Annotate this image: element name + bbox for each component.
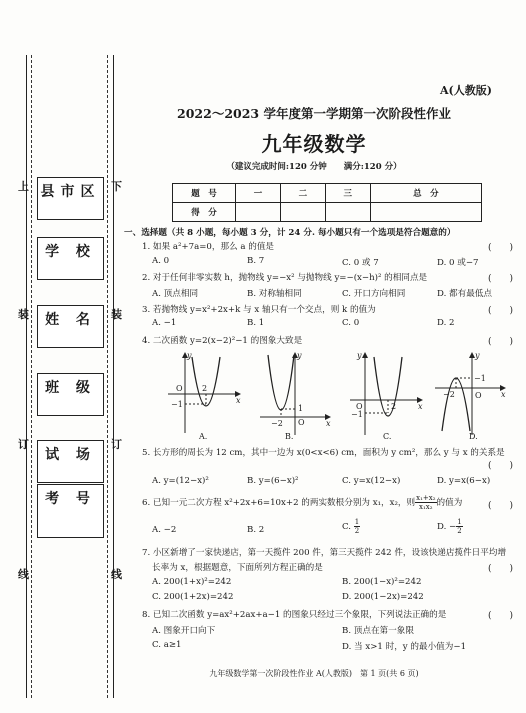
fraction-numerator: 1 [457, 518, 462, 526]
option: A. 200(1+x)²=242 [152, 577, 232, 587]
fraction-denominator: 2 [354, 527, 360, 535]
answer-paren[interactable]: ( ) [488, 337, 514, 347]
graph-label: 2 [202, 384, 208, 393]
field-label: 学 校 [45, 244, 96, 260]
exam-number-field[interactable] [37, 484, 104, 538]
option-label: C. [342, 522, 352, 532]
graph-label: y [475, 351, 480, 360]
binding-dashed-left [31, 55, 32, 698]
option: C. y=x(12−x) [342, 476, 401, 486]
answer-paren[interactable]: ( ) [488, 274, 514, 284]
exam-info: （建议完成时间:120 分钟 满分:120 分） [226, 162, 402, 172]
graph-label: −1 [351, 410, 363, 419]
graph-label: O [356, 402, 363, 411]
binding-border-right [113, 55, 114, 698]
graph-caption: A. [199, 432, 208, 441]
strip-char: 装 [18, 308, 29, 321]
answer-paren[interactable]: ( ) [488, 564, 514, 574]
main-title: 九年级数学 [261, 132, 367, 156]
score-cell[interactable] [325, 203, 370, 222]
question-stem: 1. 如果 a²+7a=0，那么 a 的值是 [142, 242, 275, 252]
field-label: 考 号 [45, 491, 96, 507]
strip-char: 订 [111, 438, 122, 451]
strip-char: 线 [111, 568, 122, 581]
option-label: D. − [437, 522, 457, 532]
score-cell[interactable] [280, 203, 325, 222]
stem-part: 的值为 [436, 498, 463, 508]
score-header-cell: 题 号 [173, 184, 236, 203]
option: B. 对称轴相同 [247, 289, 302, 299]
fraction-denominator: 2 [457, 527, 462, 535]
score-cell[interactable] [370, 203, 481, 222]
school-field[interactable] [37, 237, 104, 280]
option [437, 518, 463, 535]
strip-char: 订 [18, 438, 29, 451]
fraction [354, 518, 360, 535]
option: C. 0 或 7 [342, 258, 379, 268]
strip-char: 线 [18, 568, 29, 581]
graph-label: x [418, 402, 423, 411]
option: C. 0 [342, 318, 360, 328]
stem-part: 6. 已知一元二次方程 x²+2x+6=10x+2 的两实数根分别为 x₁，x₂，则 [142, 498, 416, 508]
graph-label: 2 [391, 402, 397, 411]
question-stem [142, 494, 462, 511]
q4-graphs [140, 345, 510, 445]
score-header-cell: 一 [236, 184, 281, 203]
graph-label: O [475, 391, 482, 400]
option: B. y=(6−x)² [247, 476, 299, 486]
graph-label: −2 [271, 419, 283, 428]
option: A. −1 [152, 318, 177, 328]
option: B. 7 [247, 256, 265, 266]
score-header-cell: 总 分 [370, 184, 481, 203]
option: C. 200(1+2x)=242 [152, 592, 234, 602]
edition-mark: A(人教版) [440, 84, 492, 97]
option: D. 0 或−7 [437, 258, 479, 268]
graph-caption: B. [285, 432, 294, 441]
question-stem: 4. 二次函数 y=2(x−2)²−1 的图象大致是 [142, 336, 303, 346]
graph-label: y [357, 351, 362, 360]
score-header-cell: 二 [280, 184, 325, 203]
graph-label: −1 [474, 374, 486, 383]
option: A. −2 [152, 525, 177, 535]
option: C. a≥1 [152, 640, 182, 650]
question-stem: 3. 若抛物线 y=x²+2x+k 与 x 轴只有一个交点，则 k 的值为 [142, 305, 376, 315]
option: A. 图象开口向下 [152, 626, 216, 636]
binding-border-left [26, 55, 27, 698]
graph-label: O [176, 384, 183, 393]
option: B. 顶点在第一象限 [342, 626, 414, 636]
option: B. 2 [247, 525, 265, 535]
graph-label: −2 [443, 390, 455, 399]
graph-label: y [187, 351, 192, 360]
graph-label: O [298, 418, 305, 427]
question-stem: 2. 对于任何非零实数 h，抛物线 y=−x² 与抛物线 y=−(x−h)² 的相同点是 [142, 273, 428, 283]
graph-label: −1 [171, 400, 183, 409]
graph-label: x [326, 419, 331, 428]
header-title: 2022～2023 学年度第一学期第一次阶段性作业 [177, 106, 451, 121]
score-header-row [173, 184, 482, 203]
score-header-cell: 三 [325, 184, 370, 203]
question-stem: 8. 已知二次函数 y=ax²+2ax+a−1 的图象只经过三个象限，下列说法正确的是 [142, 610, 447, 620]
field-label: 试 场 [45, 447, 96, 463]
answer-paren[interactable]: ( ) [488, 501, 514, 511]
fraction-numerator: x₁+x₂ [416, 494, 436, 502]
class-field[interactable] [37, 373, 104, 416]
graph-label: y [297, 351, 302, 360]
option: D. y=x(6−x) [437, 476, 491, 486]
strip-char: 装 [111, 308, 122, 321]
fraction-denominator: x₁x₂ [419, 503, 433, 511]
exam-room-field[interactable] [37, 440, 104, 483]
answer-paren[interactable]: ( ) [488, 461, 514, 471]
option: A. y=(12−x)² [152, 476, 209, 486]
field-label: 县市区 [40, 184, 101, 200]
name-field[interactable] [37, 305, 104, 348]
answer-paren[interactable]: ( ) [488, 306, 514, 316]
graph-label: x [501, 390, 506, 399]
graph-caption: D. [469, 432, 478, 441]
graph-label: x [236, 396, 241, 405]
strip-char: 下 [111, 180, 122, 193]
answer-paren[interactable]: ( ) [488, 611, 514, 621]
fraction-numerator: 1 [354, 518, 360, 526]
question-stem: 5. 长方形的周长为 12 cm，其中一边为 x(0<x<6) cm，面积为 y cm²，那么 y 与 x 的关系是 [142, 448, 505, 458]
fraction [456, 518, 462, 535]
option [342, 518, 360, 535]
option: C. 开口方向相同 [342, 289, 406, 299]
score-cell[interactable] [236, 203, 281, 222]
option: D. 当 x>1 时，y 的最小值为−1 [342, 642, 467, 652]
strip-char: 上 [18, 180, 29, 193]
answer-paren[interactable]: ( ) [488, 243, 514, 253]
score-row-label: 得 分 [173, 203, 236, 222]
option: A. 顶点相同 [152, 289, 199, 299]
option: A. 0 [152, 256, 170, 266]
option: D. 都有最低点 [437, 289, 493, 299]
option: D. 2 [437, 318, 455, 328]
graph-caption: C. [383, 432, 392, 441]
field-label: 姓 名 [45, 312, 96, 328]
option: B. 1 [247, 318, 265, 328]
question-stem-cont: 长率为 x，根据题意，下面所列方程正确的是 [152, 563, 323, 573]
option: B. 200(1−x)²=242 [342, 577, 422, 587]
score-value-row [173, 203, 482, 222]
fraction [415, 494, 436, 511]
score-table [172, 183, 482, 222]
option: D. 200(1−2x)=242 [342, 592, 424, 602]
section-heading: 一、选择题（共 8 小题，每小题 3 分，计 24 分. 每小题只有一个选项是符合题意的） [124, 228, 456, 238]
county-field[interactable] [37, 177, 104, 220]
question-stem: 7. 小区新增了一家快递店，第一天揽件 200 件，第三天揽件 242 件，设该快递店揽件日平均增 [142, 548, 507, 558]
graph-label: 1 [298, 404, 304, 413]
field-label: 班 级 [45, 380, 96, 396]
binding-dashed-right [107, 55, 108, 698]
page-footer: 九年级数学第一次阶段性作业 A(人教版) 第 1 页(共 6 页) [209, 669, 419, 678]
